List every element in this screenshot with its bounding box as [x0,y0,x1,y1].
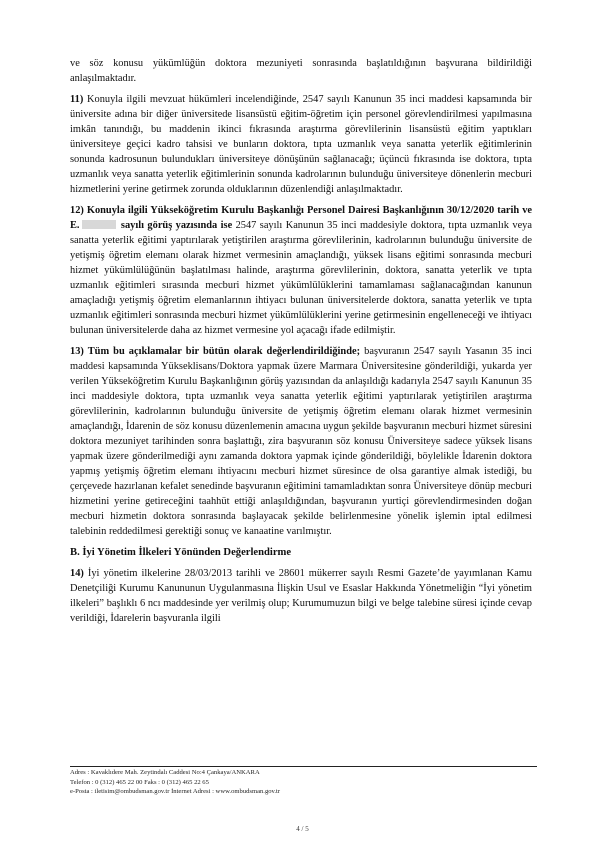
paragraph-11 [70,92,532,197]
paragraph-12 [70,203,532,338]
page-footer [70,768,537,797]
paragraph-text: başvuranın 2547 sayılı Yasanın 35 inci maddesi kapsamında Yükseklisans/Doktora yapmak üzere Marmara Üniversitesine gönderildiği, yukarda yer verilen Yükseköğretim Kurulu Başkanlığının görüş yazısından da anlaşıldığı kadarıyla 2547 sayılı Kanunun 35 inci maddesiyle doktora, tıpta uzmanlık veya sanatta yeterlik eğitimi yaptırılarak yetiştirilen araştırma görevlilerinin, kadrolarının bulunduğu üniversite de yetişmiş öğretim elemanı olarak hizmet vermesinin amaçlandığı, İdarenin de söz konusu düzenlemenin amacına uygun şekilde başvuranın mecburi hizmet süresini doktora mezuniyet tarihinden sonra başlattığı, zira başvuranın söz konusu Üniversiteye sadece yüksek lisans yapmak üzere gönderilmediği aynı zamanda doktora yapmak içinde gönderildiği, böylelikle İdarenin doktora yapmış yetişmiş öğretim elemanı ihtiyacını mecburi hizmet süresince de olsa garantiye almak istediği, bu çerçevede hazırlanan kefalet senedinde başvuranın eğitimini tamamladıktan sonra Üniversiteye dönüp mecburi hizmetini yerine getireceğini taahhüt ettiği anlaşıldığından, başvuranın yurtiçi görevlendirmesinden doğan mecburi hizmetin doktora sonrasında başlayacak şekilde belirlenmesine yönelik işlemin iptal edilmesi talebinin reddedilmesi gerektiği sonuç ve kanaatine varılmıştır. [70,346,532,537]
footer-phone: Telefon : 0 (312) 465 22 00 Faks : 0 (312) 465 22 65 [70,778,209,786]
paragraph-text: İyi yönetim ilkelerine 28/03/2013 tarihli ve 28601 mükerrer sayılı Resmi Gazete’de yayımlanan Kamu Denetçiliği Kurumu Kanununun Uygulanmasına İlişkin Usul ve Esaslar Hakkında Yönetmeliğin “İyi yönetim ilkeleri” başlıklı 6 ncı maddesinde yer verilmiş olup; Kurumumuzun bilgi ve belge talebine süresi içinde cevap verildiği, İdarelerin başvuranla ilgili [70,568,532,624]
redacted-block [82,220,116,229]
paragraph-text: 2547 sayılı Kanunun 35 inci maddesiyle doktora, tıpta uzmanlık veya sanatta yeterlik eğitimi yaptırılarak yetiştirilen araştırma görevlilerinin, kadrolarının bulunduğu üniversite de yetişmiş öğretim elemanı olarak hizmet vermesinin amaçlandığı, yüksek lisans eğitimi sonrasında mecburi hizmet yükümlülüğünün başlatılması halinde, araştırma görevlilerinin, doktora, sanatta yeterlik ve tıpta uzmanlık eğitimleri sırasında mecburi hizmet yükümlülüklerini tamamlaması sağlanacağından kanunun amaçladığı yetişmiş öğretim elemanlarının ihtiyacı bulunan üniversitelerde doktora, sanatta yeterlik ve tıpta uzmanlık eğitimleri sonrasında mecburi hizmet yükümlülüklerini yerine getirmesinin engelleneceği ve ihtiyacı bulunan üniversitelerde daha az hizmet vermesine yol açacağı ifade edilmiştir. [70,220,532,336]
paragraph-number: 14) [70,568,84,579]
paragraph-number: 11) [70,94,84,105]
page-number: 4 / 5 [296,825,309,833]
paragraph-lead-bold-cont: sayılı görüş yazısında ise [117,220,233,231]
paragraph-intro: ve söz konusu yükümlüğün doktora mezuniyeti sonrasında başlatıldığının başvurana bildirildiği anlaşılmaktadır. [70,58,532,84]
paragraph-13 [70,344,532,539]
footer-contact: e-Posta : iletisim@ombudsman.gov.tr İnternet Adresi : www.ombudsman.gov.tr [70,788,281,796]
paragraph-text: Konuyla ilgili mevzuat hükümleri incelendiğinde, 2547 sayılı Kanunun 35 inci maddesi kapsamında bir üniversite adına bir diğer üniversitede lisansüstü eğitim-öğretim için personel görevlendirilmesi yapılmasına imkân tanındığı, bu maddenin ikinci fıkrasında araştırma görevlilerinin lisansüstü eğitim yaptıkları üniversiteye geçici kadro tahsisi ve bunların doktora, tıpta uzmanlık veya sanatta yeterlik eğitimlerinin sonunda kadrosunun bulundukları üniversiteye dönüşünün sağlanacağı; üçüncü fıkrasında ise doktora, tıpta uzmanlık veya sanatta yeterlik eğitimlerinin sonunda kadrolarının bulunduğu üniversiteye dönenlerin mecburi hizmetlerini yerine getirmek zorunda olduklarının düzenlendiği anlaşılmaktadır. [70,94,532,195]
footer-divider [70,766,537,767]
paragraph-lead-bold: 12) Konuyla ilgili Yükseköğretim Kurulu Başkanlığı Personel Dairesi Başkanlığının 30/12/2020 tarih ve E. [70,205,532,231]
section-heading-b: B. İyi Yönetim İlkeleri Yönünden Değerlendirme [70,547,292,558]
paragraph-lead-bold: 13) Tüm bu açıklamalar bir bütün olarak değerlendirildiğinde; [70,346,361,357]
paragraph-14 [70,566,532,626]
document-body [70,56,532,632]
footer-address: Adres : Kavaklıdere Mah. Zeytindalı Caddesi No:4 Çankaya/ANKARA [70,769,260,776]
